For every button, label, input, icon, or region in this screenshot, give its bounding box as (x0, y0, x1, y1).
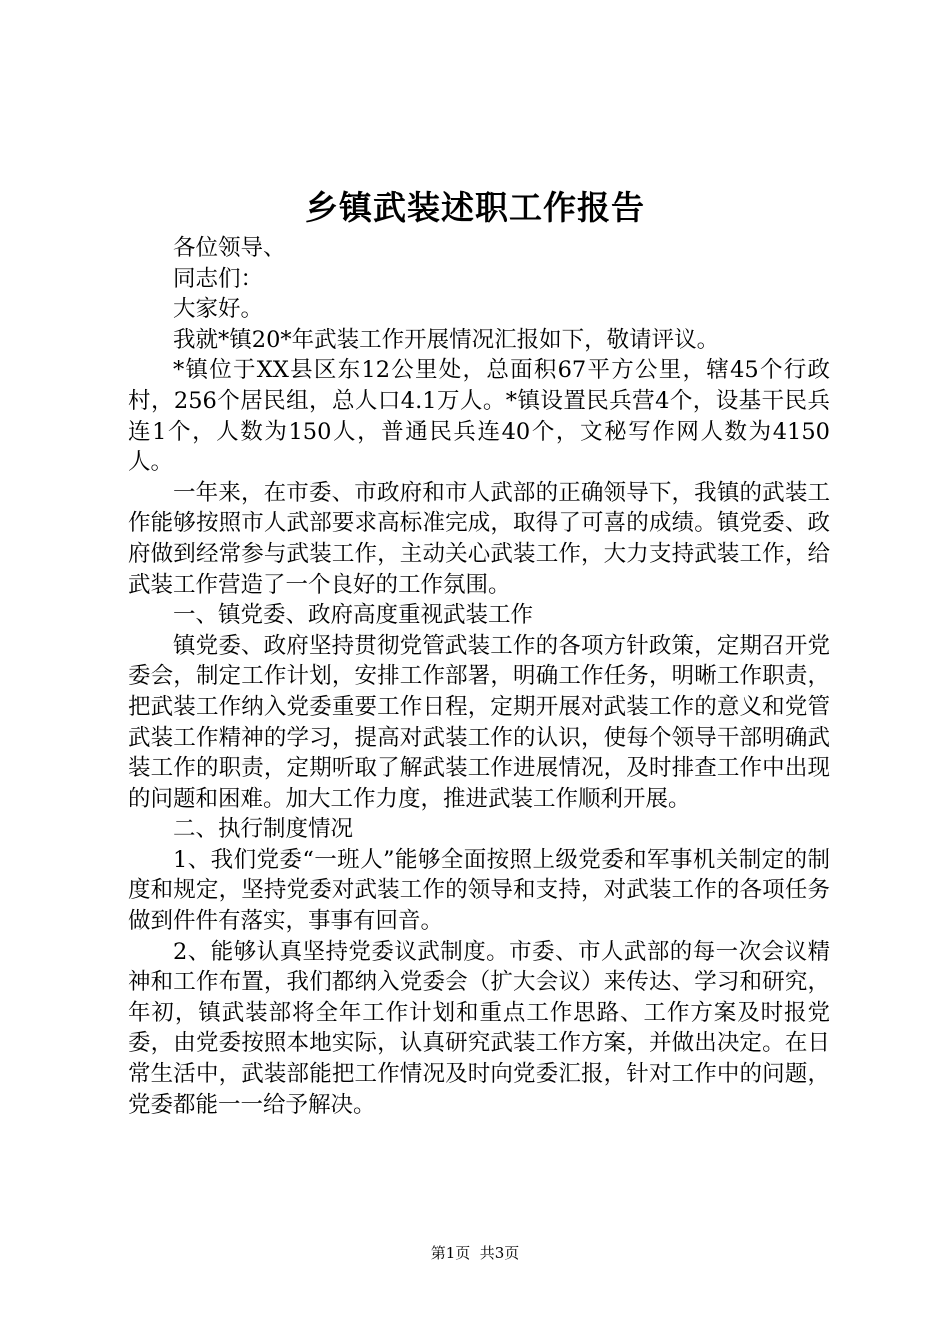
paragraph-section-1: 镇党委、政府坚持贯彻党管武装工作的各项方针政策，定期召开党委会，制定工作计划，安排工作部署，明确工作任务，明晰工作职责，把武装工作纳入党委重要工作日程，定期开展对武装工作的意义和党管武装工作精神的学习，提高对武装工作的认识，使每个领导干部明确武装工作的职责，定期听取了解武装工作进展情况，及时排查工作中出现的问题和困难。加大工作力度，推进武装工作顺利开展。 (128, 632, 830, 812)
document-body (128, 233, 830, 1120)
page-number: 第1页 共3页 (430, 1244, 520, 1262)
paragraph-town-overview: *镇位于XX县区东12公里处，总面积67平方公里，辖45个行政村，256个居民组，总人口4.1万人。*镇设置民兵营4个，设基干民兵连1个，人数为150人，普通民兵连40个，文秘写作网人数为4150人。 (128, 357, 830, 476)
paragraph-intro: 我就*镇20*年武装工作开展情况汇报如下，敬请评议。 (173, 326, 720, 353)
document-title: 乡镇武装述职工作报告 (305, 188, 645, 227)
paragraph-salutation-2: 同志们： (173, 265, 264, 292)
paragraph-item-1: 1、我们党委“一班人”能够全面按照上级党委和军事机关制定的制度和规定，坚持党委对武装工作的领导和支持，对武装工作的各项任务做到件件有落实，事事有回音。 (128, 846, 830, 935)
section-heading-2: 二、执行制度情况 (173, 816, 354, 843)
section-heading-1: 一、镇党委、政府高度重视武装工作 (173, 602, 534, 629)
paragraph-item-2: 2、能够认真坚持党委议武制度。市委、市人武部的每一次会议精神和工作布置，我们都纳入党委会（扩大会议）来传达、学习和研究，年初，镇武装部将全年工作计划和重点工作思路、工作方案及时报党委，由党委按照本地实际，认真研究武装工作方案，并做出决定。在日常生活中，武装部能把工作情况及时向党委汇报，针对工作中的问题，党委都能一一给予解决。 (128, 938, 830, 1118)
paragraph-salutation-1: 各位领导、 (173, 235, 286, 261)
paragraph-greeting: 大家好。 (173, 296, 264, 323)
paragraph-year-summary: 一年来，在市委、市政府和市人武部的正确领导下，我镇的武装工作能够按照市人武部要求高标准完成，取得了可喜的成绩。镇党委、政府做到经常参与武装工作，主动关心武装工作，大力支持武装工作，给武装工作营造了一个良好的工作氛围。 (128, 479, 830, 598)
